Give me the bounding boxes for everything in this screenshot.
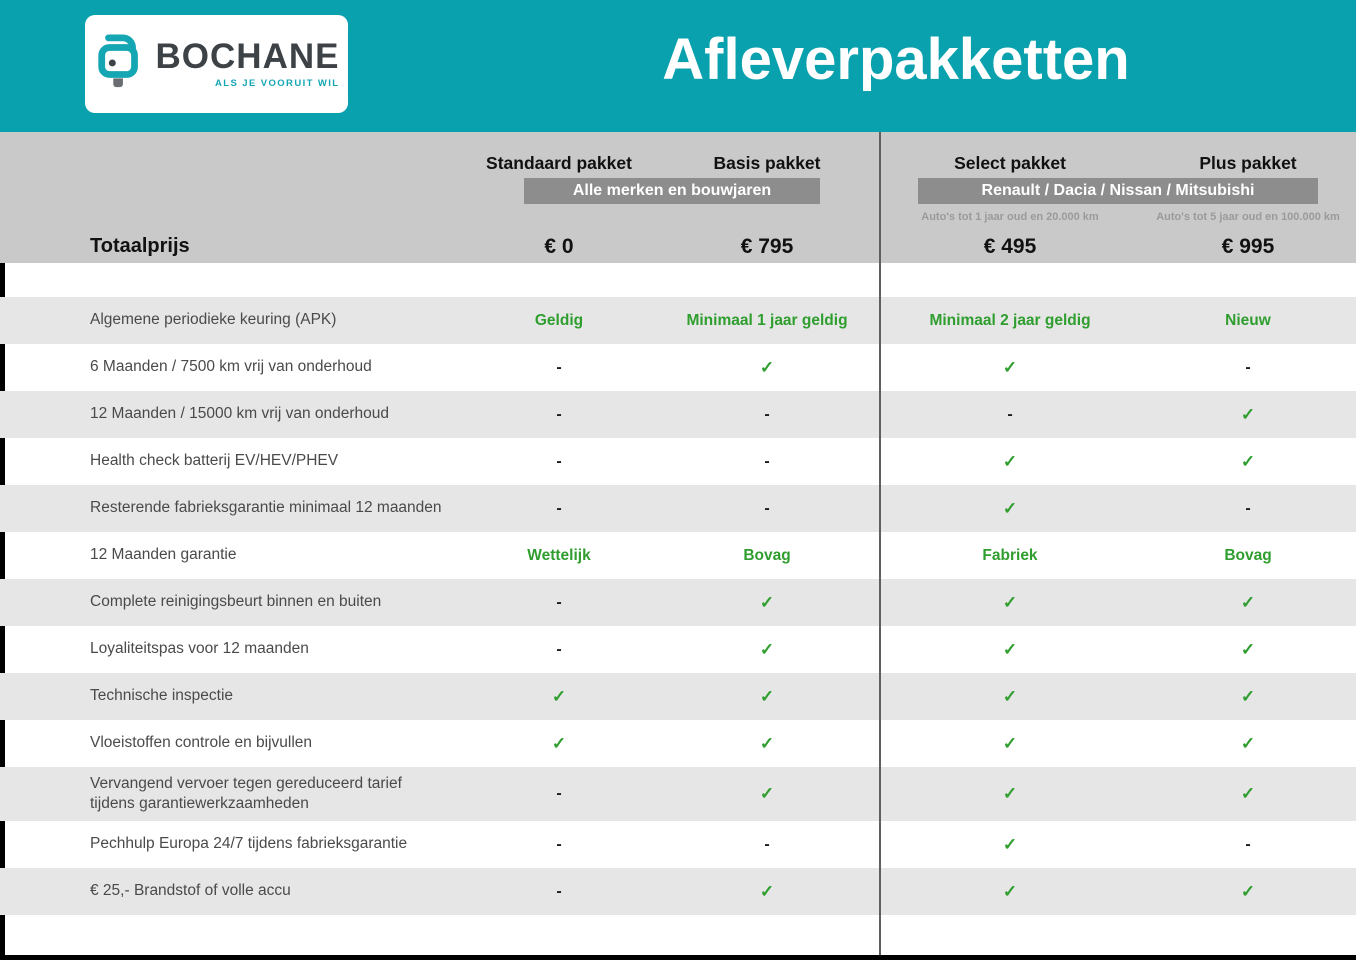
note-select: Auto's tot 1 jaar oud en 20.000 km bbox=[921, 211, 1099, 223]
value-plus: ✓ bbox=[1240, 451, 1256, 471]
bottom-black-bar bbox=[0, 955, 1356, 960]
value-select: ✓ bbox=[1002, 881, 1018, 901]
value-standaard: - bbox=[556, 358, 562, 376]
value-select: ✓ bbox=[1002, 357, 1018, 377]
value-basis: - bbox=[764, 499, 770, 517]
feature-label: Algemene periodieke keuring (APK) bbox=[90, 311, 337, 329]
group-divider-line bbox=[879, 132, 881, 955]
value-select: - bbox=[1007, 405, 1013, 423]
feature-label: Technische inspectie bbox=[90, 687, 234, 705]
table-row bbox=[0, 821, 1356, 868]
value-plus: ✓ bbox=[1240, 784, 1256, 803]
feature-label: Loyaliteitspas voor 12 maanden bbox=[90, 640, 309, 658]
value-plus: ✓ bbox=[1240, 881, 1256, 901]
value-standaard: - bbox=[556, 785, 562, 802]
value-standaard: - bbox=[556, 405, 562, 423]
value-select: ✓ bbox=[1002, 686, 1018, 706]
value-basis: ✓ bbox=[759, 357, 775, 377]
bochane-logo bbox=[85, 15, 348, 113]
value-standaard: - bbox=[556, 593, 562, 611]
banner bbox=[0, 0, 1356, 132]
value-standaard: - bbox=[556, 640, 562, 658]
value-select: ✓ bbox=[1002, 498, 1018, 518]
value-standaard: - bbox=[556, 499, 562, 517]
table-row bbox=[0, 438, 1356, 485]
value-plus: - bbox=[1245, 835, 1251, 853]
feature-label: Vloeistoffen controle en bijvullen bbox=[90, 734, 313, 752]
value-plus: ✓ bbox=[1240, 404, 1256, 424]
value-select: ✓ bbox=[1002, 451, 1018, 471]
value-select: ✓ bbox=[1002, 834, 1018, 854]
header-gap bbox=[0, 263, 1356, 297]
value-basis: ✓ bbox=[759, 881, 775, 901]
table-header bbox=[0, 132, 1356, 263]
column-header-standaard: Standaard pakket bbox=[486, 153, 632, 173]
value-basis: ✓ bbox=[759, 639, 775, 659]
feature-label: 12 Maanden / 15000 km vrij van onderhoud bbox=[90, 405, 390, 423]
value-select: ✓ bbox=[1002, 784, 1018, 803]
table-row bbox=[0, 391, 1356, 438]
column-header-basis: Basis pakket bbox=[713, 153, 821, 173]
feature-label: € 25,- Brandstof of volle accu bbox=[90, 882, 291, 900]
table-row bbox=[0, 626, 1356, 673]
value-basis: Bovag bbox=[743, 546, 791, 564]
value-select: ✓ bbox=[1002, 639, 1018, 659]
value-plus: ✓ bbox=[1240, 733, 1256, 753]
price-select: € 495 bbox=[983, 234, 1037, 258]
logo-wordmark: BOCHANE bbox=[155, 37, 340, 76]
brand-band-all-makes: Alle merken en bouwjaren bbox=[524, 178, 820, 204]
table-row bbox=[0, 344, 1356, 391]
value-plus: ✓ bbox=[1240, 639, 1256, 659]
value-standaard: - bbox=[556, 882, 562, 900]
table-row bbox=[0, 579, 1356, 626]
column-header-plus: Plus pakket bbox=[1199, 153, 1297, 173]
value-standaard: ✓ bbox=[551, 733, 567, 753]
price-plus: € 995 bbox=[1221, 234, 1275, 258]
table-row bbox=[0, 532, 1356, 579]
value-select: Minimaal 2 jaar geldig bbox=[929, 311, 1091, 329]
table-row bbox=[0, 673, 1356, 720]
table-row bbox=[0, 485, 1356, 532]
table-row bbox=[0, 297, 1356, 344]
age-notes-row bbox=[0, 206, 1356, 228]
value-standaard: Geldig bbox=[534, 311, 584, 329]
brand-band-renault-group: Renault / Dacia / Nissan / Mitsubishi bbox=[918, 178, 1318, 204]
page-title: Afleverpakketten bbox=[662, 27, 1130, 92]
table-row bbox=[0, 868, 1356, 915]
value-basis: ✓ bbox=[759, 592, 775, 612]
total-price-label: Totaalprijs bbox=[90, 235, 190, 257]
column-header-select: Select pakket bbox=[954, 153, 1066, 173]
feature-label: Resterende fabrieksgarantie minimaal 12 maanden bbox=[90, 499, 442, 517]
value-select: Fabriek bbox=[982, 546, 1038, 564]
logo-tagline: ALS JE VOORUIT WIL bbox=[215, 78, 340, 89]
value-basis: - bbox=[764, 405, 770, 423]
value-standaard: - bbox=[556, 835, 562, 853]
price-basis: € 795 bbox=[740, 234, 794, 258]
value-basis: - bbox=[764, 835, 770, 853]
value-basis: Minimaal 1 jaar geldig bbox=[686, 311, 848, 329]
value-basis: ✓ bbox=[759, 686, 775, 706]
feature-label: Pechhulp Europa 24/7 tijdens fabrieksgarantie bbox=[90, 835, 408, 853]
value-standaard: Wettelijk bbox=[527, 546, 591, 564]
value-plus: - bbox=[1245, 358, 1251, 376]
value-standaard: - bbox=[556, 452, 562, 470]
feature-label: 12 Maanden garantie bbox=[90, 546, 237, 564]
value-plus: Nieuw bbox=[1225, 311, 1271, 329]
value-plus: Bovag bbox=[1224, 546, 1272, 564]
bottom-whitespace bbox=[0, 915, 1356, 955]
value-plus: - bbox=[1245, 499, 1251, 517]
value-standaard: ✓ bbox=[551, 686, 567, 706]
value-basis: ✓ bbox=[759, 733, 775, 753]
value-select: ✓ bbox=[1002, 592, 1018, 612]
value-plus: ✓ bbox=[1240, 686, 1256, 706]
total-price-row bbox=[0, 228, 1356, 263]
brand-bands-row bbox=[0, 176, 1356, 206]
value-basis: ✓ bbox=[759, 784, 775, 803]
feature-label: Health check batterij EV/HEV/PHEV bbox=[90, 452, 339, 470]
bochane-logo-icon bbox=[94, 31, 148, 98]
price-standaard: € 0 bbox=[544, 234, 574, 258]
value-plus: ✓ bbox=[1240, 592, 1256, 612]
value-basis: - bbox=[764, 452, 770, 470]
package-names-row bbox=[0, 132, 1356, 176]
note-plus: Auto's tot 5 jaar oud en 100.000 km bbox=[1156, 211, 1340, 223]
feature-label: 6 Maanden / 7500 km vrij van onderhoud bbox=[90, 358, 372, 376]
feature-label: Complete reinigingsbeurt binnen en buiten bbox=[90, 593, 382, 611]
table-row bbox=[0, 767, 1356, 821]
feature-label: Vervangend vervoer tegen gereduceerd tarief tijdens garantiewerkzaamheden bbox=[90, 774, 402, 812]
table-row bbox=[0, 720, 1356, 767]
value-select: ✓ bbox=[1002, 733, 1018, 753]
